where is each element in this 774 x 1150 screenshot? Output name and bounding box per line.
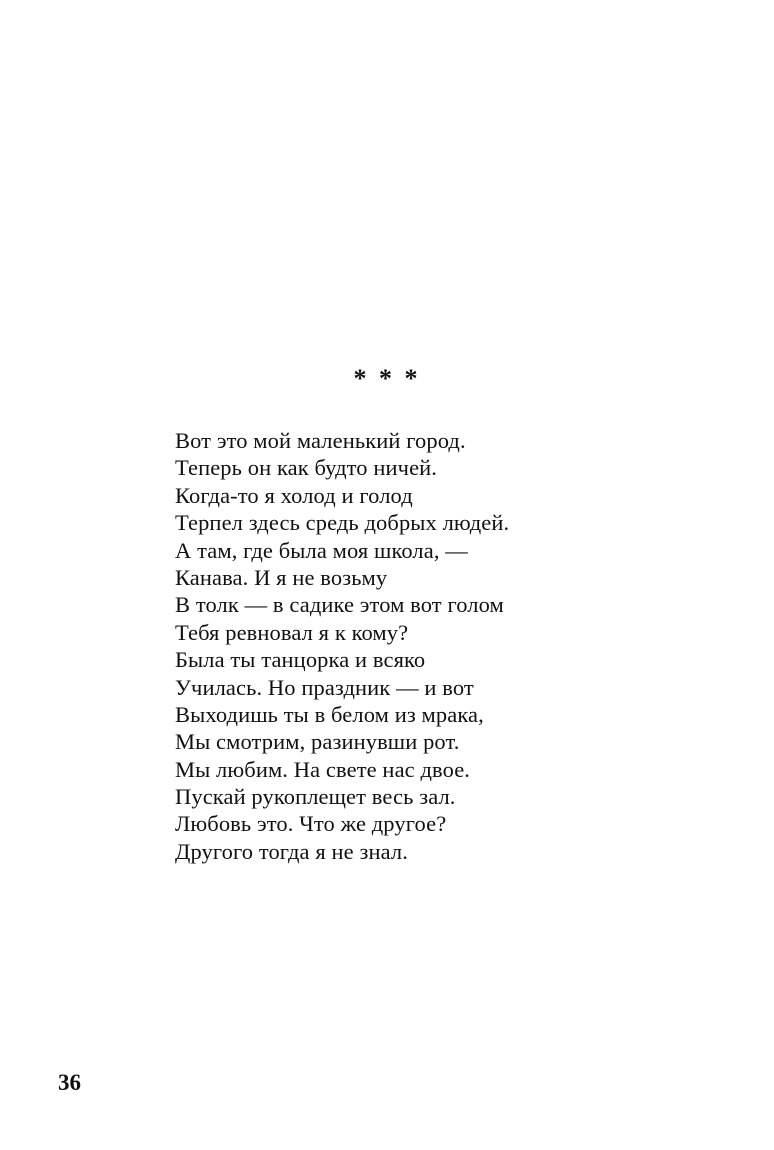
poem-line: Вот это мой маленький город. (175, 428, 466, 453)
poem-line: Теперь он как будто ничей. (175, 455, 438, 481)
poem-line: Мы любим. На свете нас двое. (175, 756, 471, 782)
poem-line: Другого тогда я не знал. (175, 838, 408, 864)
poem-line: Выходишь ты в белом из мрака, (175, 701, 484, 727)
poem-text (175, 427, 509, 865)
poem-line: Любовь это. Что же другое? (175, 811, 447, 837)
poem-line: Тебя ревновал я к кому? (175, 619, 409, 645)
poem-line: Терпел здесь средь добрых людей. (175, 510, 510, 536)
poem-line: Когда-то я холод и голод (175, 482, 413, 508)
poem-line: Училась. Но праздник — и вот (175, 674, 474, 700)
poem-line: А там, где была моя школа, — (175, 537, 468, 563)
section-separator: * * * (353, 364, 421, 393)
poem-line: В толк — в садике этом вот голом (175, 592, 504, 618)
poem-line: Пускай рукоплещет весь зал. (175, 784, 456, 810)
poem-line: Мы смотрим, разинувши рот. (175, 729, 460, 755)
page-number: 36 (58, 1070, 81, 1095)
poem-line: Была ты танцорка и всяко (175, 647, 426, 673)
poem-line: Канава. И я не возьму (175, 564, 388, 590)
